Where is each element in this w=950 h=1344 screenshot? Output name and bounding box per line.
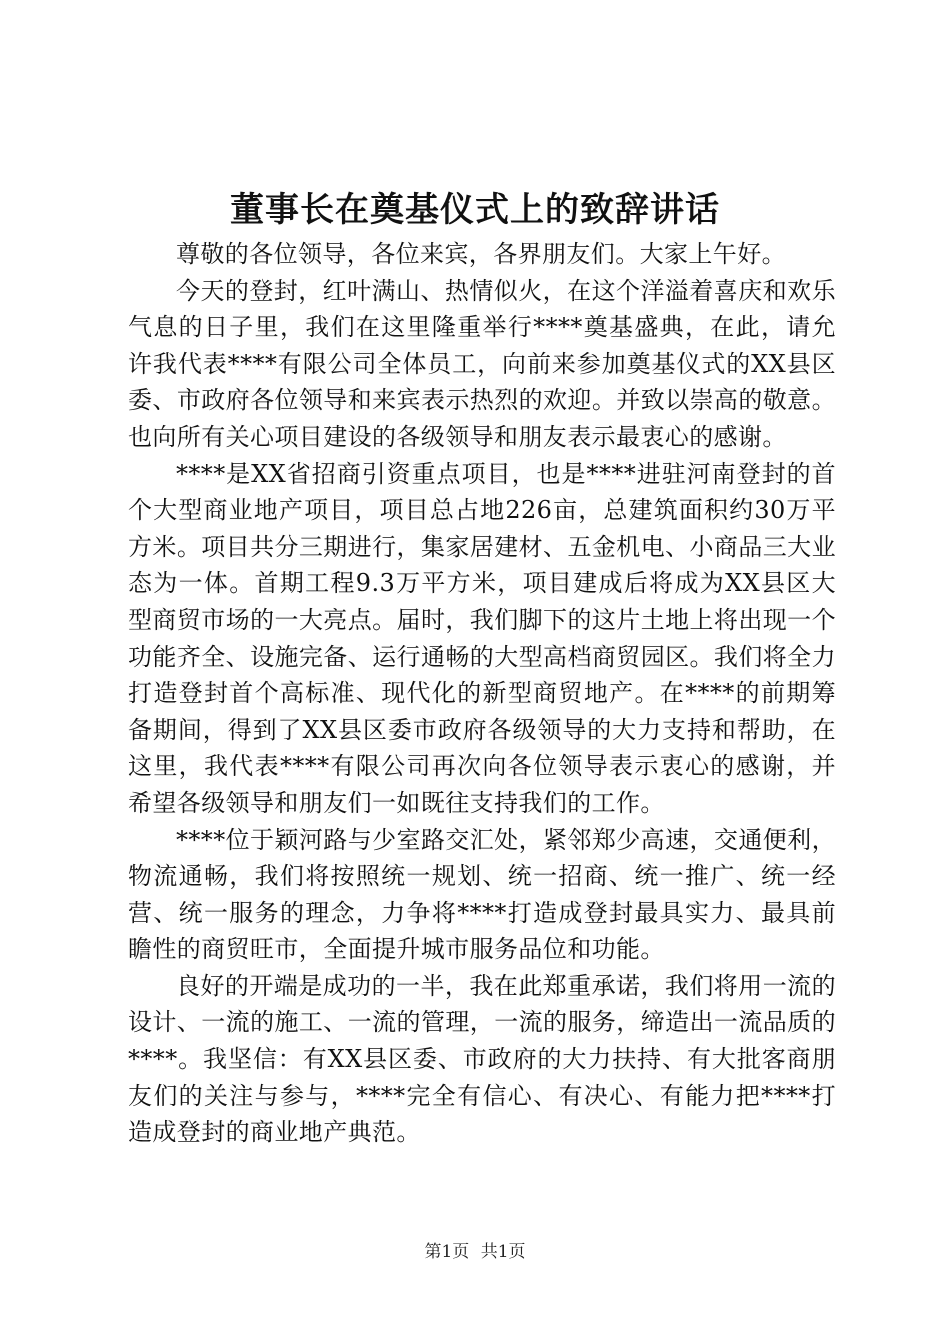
document-body [128, 236, 836, 1151]
document-title: 董事长在奠基仪式上的致辞讲话 [230, 190, 720, 230]
page-footer [0, 1240, 950, 1264]
paragraph-project-overview: ****是XX省招商引资重点项目，也是****进驻河南登封的首个大型商业地产项目，项目总占地226亩，总建筑面积约30万平方米。项目共分三期进行，集家居建材、五金机电、小商品三大业态为一体。首期工程9.3万平方米，项目建成后将成为XX县区大型商贸市场的一大亮点。届时，我们脚下的这片土地上将出现一个功能齐全、设施完备、运行通畅的大型高档商贸园区。我们将全力打造登封首个高标准、现代化的新型商贸地产。在****的前期筹备期间，得到了XX县区委市政府各级领导的大力支持和帮助，在这里，我代表****有限公司再次向各位领导表示衷心的感谢，并希望各级领导和朋友们一如既往支持我们的工作。 [128, 459, 836, 817]
paragraph-commitment: 良好的开端是成功的一半，我在此郑重承诺，我们将用一流的设计、一流的施工、一流的管理，一流的服务，缔造出一流品质的****。我坚信：有XX县区委、市政府的大力扶持、有大批客商朋友们的关注与参与，****完全有信心、有决心、有能力把****打造成登封的商业地产典范。 [128, 971, 836, 1147]
paragraph-location: ****位于颖河路与少室路交汇处，紧邻郑少高速，交通便利，物流通畅，我们将按照统一规划、统一招商、统一推广、统一经营、统一服务的理念，力争将****打造成登封最具实力、最具前瞻性的商贸旺市，全面提升城市服务品位和功能。 [128, 825, 836, 964]
paragraph-welcome: 今天的登封，红叶满山、热情似火，在这个洋溢着喜庆和欢乐气息的日子里，我们在这里隆重举行****奠基盛典，在此，请允许我代表****有限公司全体员工，向前来参加奠基仪式的XX县区委、市政府各位领导和来宾表示热烈的欢迎。并致以崇高的敬意。也向所有关心项目建设的各级领导和朋友表示最衷心的感谢。 [128, 276, 836, 451]
page-total: 共1页 [480, 1242, 526, 1262]
paragraph-greeting: 尊敬的各位领导，各位来宾，各界朋友们。大家上午好。 [176, 240, 786, 268]
page-number: 第1页 [424, 1242, 470, 1262]
